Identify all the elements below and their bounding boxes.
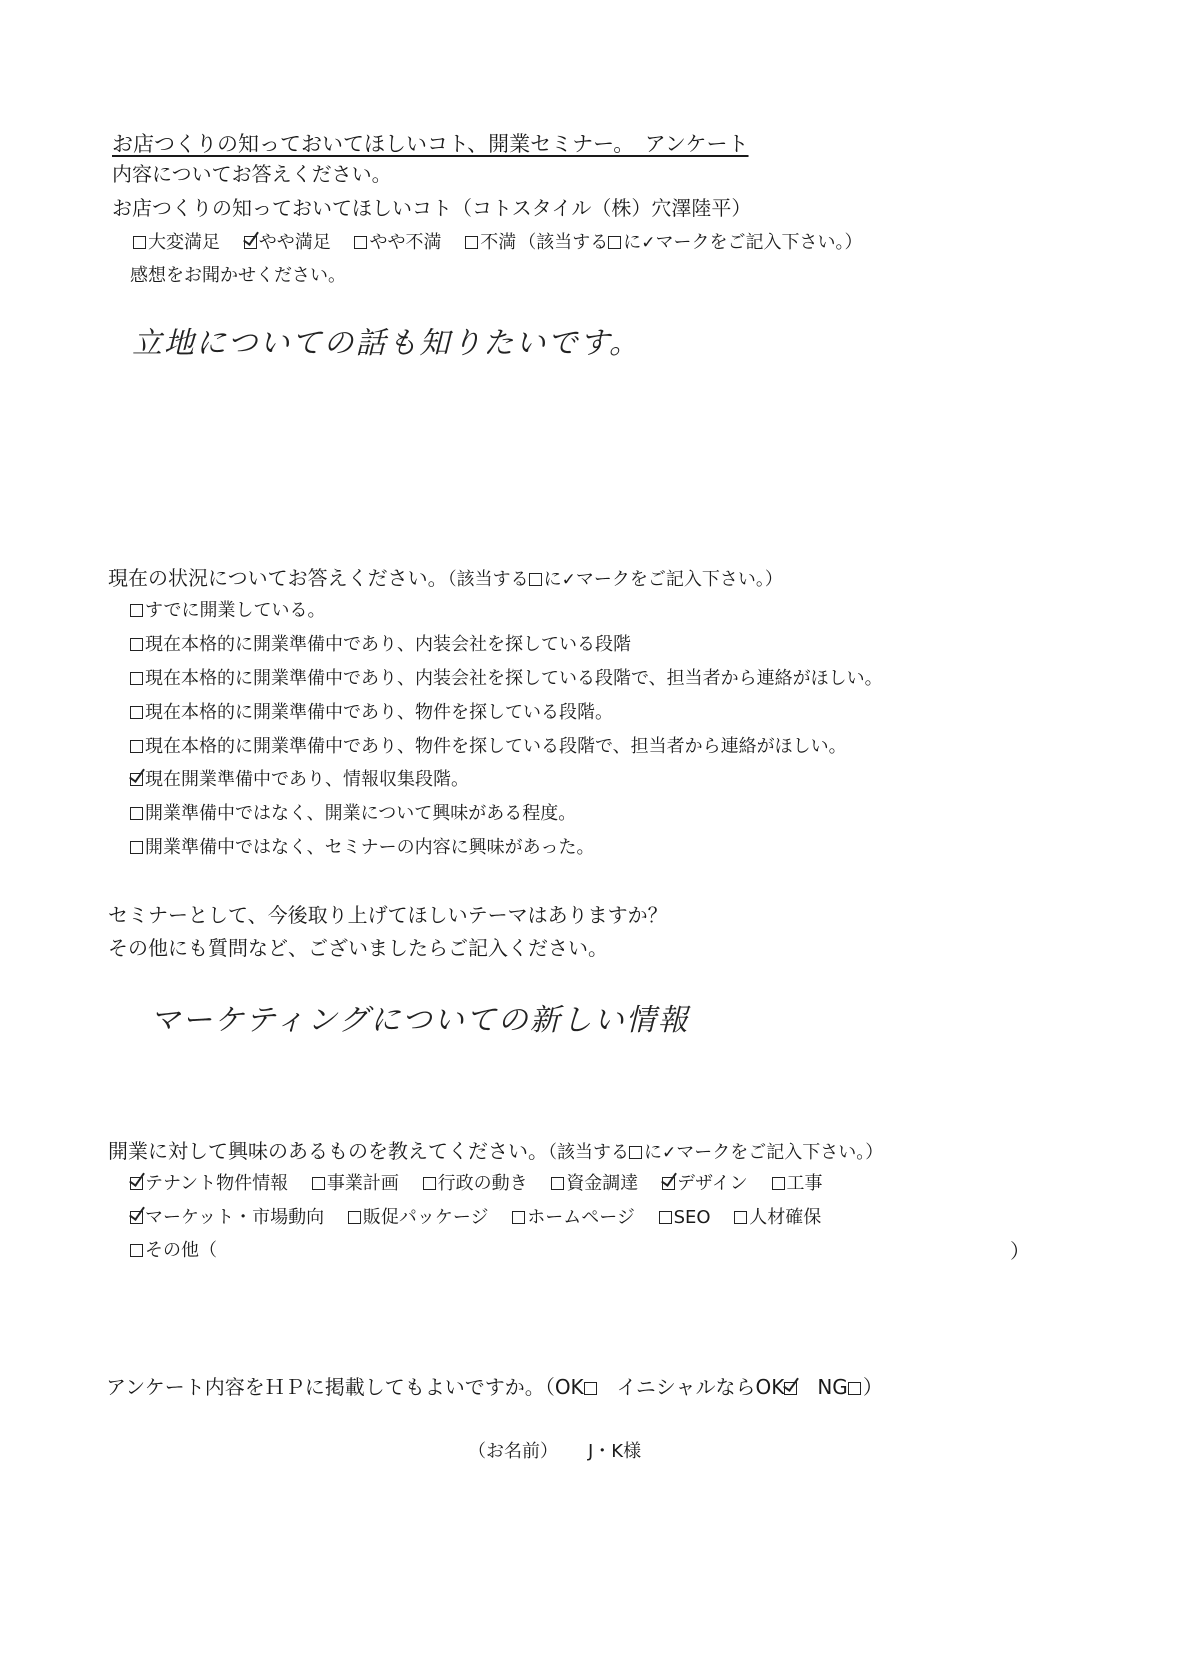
option-label: 工事 — [786, 1173, 823, 1194]
option-label: 現在本格的に開業準備中であり、内装会社を探している段階で、担当者から連絡がほしい。 — [145, 668, 883, 689]
checkbox[interactable] — [130, 1244, 143, 1257]
option-label: 不満 — [480, 232, 517, 253]
option-label: やや満足 — [258, 232, 331, 253]
option-label: すでに開業している。 — [145, 600, 326, 621]
q4-other-close: ） — [1010, 1239, 1030, 1263]
q1-prompt: 内容についてお答えください。 — [112, 162, 392, 186]
checkbox-checked[interactable] — [130, 1211, 143, 1224]
q1-option[interactable] — [354, 230, 441, 256]
instruction-mid: に — [644, 1142, 662, 1163]
checkbox[interactable] — [130, 672, 143, 685]
instruction — [548, 1142, 883, 1163]
name-label: （お名前） — [468, 1441, 558, 1462]
q4-option[interactable] — [659, 1205, 711, 1231]
q4-option[interactable] — [772, 1171, 823, 1197]
option-label: 人材確保 — [749, 1207, 822, 1228]
q4-option[interactable] — [423, 1171, 528, 1197]
q4-option[interactable] — [348, 1205, 489, 1231]
instruction-prefix: （該当する — [548, 1142, 629, 1163]
checkbox[interactable] — [130, 740, 143, 753]
checkbox[interactable] — [423, 1177, 436, 1190]
q4-option[interactable] — [130, 1205, 324, 1231]
instruction-mid: に — [543, 569, 562, 590]
checkbox-checked[interactable] — [662, 1177, 675, 1190]
option-label: ホームページ — [527, 1207, 635, 1228]
option-label: 大変満足 — [148, 232, 220, 253]
q4-option[interactable] — [130, 1171, 288, 1197]
option-label: 現在本格的に開業準備中であり、内装会社を探している段階 — [145, 634, 631, 655]
checkbox[interactable] — [312, 1177, 325, 1190]
instruction — [518, 232, 862, 253]
option-label: 事業計画 — [326, 1173, 399, 1194]
q2-option[interactable] — [130, 632, 631, 658]
check-mark-icon: ✓ — [662, 1143, 677, 1163]
instruction-suffix: マークをご記入下さい。） — [676, 1142, 884, 1163]
q4-option[interactable] — [734, 1205, 821, 1231]
option-label: やや不満 — [369, 232, 442, 253]
check-mark-icon: ✓ — [641, 233, 656, 253]
checkbox[interactable] — [130, 807, 143, 820]
q1-subject: お店つくりの知っておいてほしいコト（コトスタイル（株）穴澤陸平） — [112, 196, 752, 220]
instruction-suffix: マークをご記入下さい。） — [575, 569, 783, 590]
q1-feedback-prompt: 感想をお聞かせください。 — [130, 265, 346, 286]
option-label: 販促パッケージ — [362, 1207, 489, 1228]
checkbox-checked[interactable] — [130, 773, 143, 786]
q5-prompt: アンケート内容をＨＰに掲載してもよいですか。 — [106, 1375, 545, 1399]
q4-option[interactable] — [512, 1205, 635, 1231]
option-label: 開業準備中ではなく、開業について興味がある程度。 — [145, 803, 577, 824]
q4-prompt-line — [108, 1138, 883, 1166]
instruction-mid: に — [623, 232, 642, 253]
q2-prompt: 現在の状況についてお答えください。 — [108, 566, 448, 590]
q4-prompt: 開業に対して興味のあるものを教えてください。 — [108, 1139, 548, 1163]
checkbox[interactable] — [130, 706, 143, 719]
option-label: SEO — [673, 1207, 711, 1228]
q1-option[interactable] — [133, 230, 220, 256]
ok-checkbox[interactable] — [584, 1382, 597, 1395]
check-mark-icon: ✓ — [561, 570, 576, 590]
q2-option[interactable] — [130, 767, 469, 793]
checkbox[interactable] — [354, 236, 367, 249]
checkbox[interactable] — [512, 1211, 525, 1224]
q5-close: ） — [862, 1375, 883, 1399]
ng-label: NG — [817, 1375, 848, 1399]
q4-row2 — [130, 1205, 839, 1231]
survey-title: お店つくりの知っておいてほしいコト、開業セミナー。 アンケート — [112, 132, 749, 156]
q2-option[interactable] — [130, 700, 613, 726]
q5-open: （ — [544, 1375, 555, 1399]
checkbox[interactable] — [130, 638, 143, 651]
checkbox-checked[interactable] — [244, 236, 257, 249]
checkbox[interactable] — [465, 236, 478, 249]
q1-option[interactable] — [244, 230, 331, 256]
checkbox-checked[interactable] — [130, 1177, 143, 1190]
option-label: 資金調達 — [566, 1173, 639, 1194]
option-label: マーケット・市場動向 — [145, 1207, 325, 1228]
q2-prompt-line — [108, 565, 783, 593]
q1-options — [133, 230, 862, 256]
name-value[interactable]: J・K様 — [588, 1441, 642, 1462]
instruction-suffix: マークをご記入下さい。） — [655, 232, 863, 253]
ok-label: OK — [554, 1375, 584, 1399]
q2-option[interactable] — [130, 598, 326, 624]
checkbox-symbol — [629, 1146, 642, 1159]
option-label: テナント物件情報 — [145, 1173, 289, 1194]
initial-ok-checkbox-checked[interactable] — [784, 1382, 797, 1395]
instruction-prefix: （該当する — [518, 232, 609, 253]
q5-line — [106, 1374, 883, 1400]
instruction — [448, 569, 783, 590]
checkbox[interactable] — [133, 236, 146, 249]
checkbox[interactable] — [130, 604, 143, 617]
option-label: 行政の動き — [437, 1173, 528, 1194]
option-label: 現在本格的に開業準備中であり、物件を探している段階で、担当者から連絡がほしい。 — [145, 736, 847, 757]
checkbox[interactable] — [348, 1211, 361, 1224]
checkbox[interactable] — [659, 1211, 672, 1224]
checkbox[interactable] — [772, 1177, 785, 1190]
q2-option[interactable] — [130, 734, 847, 760]
option-label: 開業準備中ではなく、セミナーの内容に興味があった。 — [145, 837, 595, 858]
option-label: 現在本格的に開業準備中であり、物件を探している段階。 — [145, 702, 613, 723]
q3-line1: セミナーとして、今後取り上げてほしいテーマはありますか？ — [108, 903, 668, 927]
checkbox[interactable] — [734, 1211, 747, 1224]
checkbox[interactable] — [551, 1177, 564, 1190]
other-label: その他（ — [145, 1240, 217, 1261]
option-label: 現在開業準備中であり、情報収集段階。 — [145, 769, 469, 790]
q3-line2: その他にも質問など、ございましたらご記入ください。 — [108, 936, 608, 960]
q1-handwritten-answer[interactable]: 立地についての話も知りたいです。 — [132, 326, 641, 361]
q4-other[interactable] — [130, 1238, 217, 1264]
q4-row1 — [130, 1171, 841, 1197]
q4-option[interactable] — [662, 1171, 748, 1197]
initial-label: イニシャルならOK — [616, 1375, 785, 1399]
checkbox-symbol — [608, 236, 621, 249]
q1-option[interactable] — [465, 230, 516, 256]
q2-option[interactable] — [130, 835, 594, 861]
q2-option[interactable] — [130, 666, 883, 692]
option-label: デザイン — [677, 1173, 748, 1194]
checkbox-symbol — [529, 573, 542, 586]
ng-checkbox[interactable] — [848, 1382, 861, 1395]
q4-option[interactable] — [312, 1171, 399, 1197]
q3-handwritten-answer[interactable]: マーケティングについての新しい情報 — [150, 1003, 690, 1038]
q4-option[interactable] — [551, 1171, 638, 1197]
instruction-prefix: （該当する — [447, 569, 529, 590]
checkbox[interactable] — [130, 841, 143, 854]
q2-option[interactable] — [130, 801, 576, 827]
